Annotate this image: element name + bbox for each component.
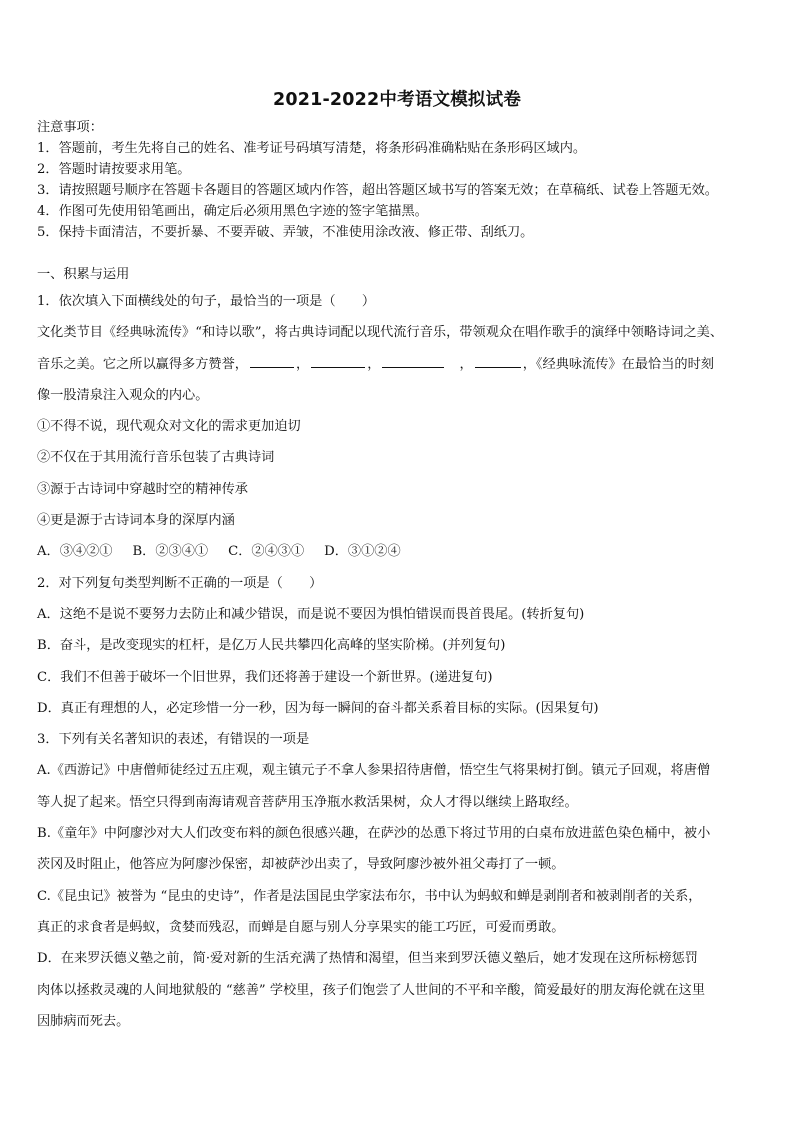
- questions-body: [37, 286, 761, 1037]
- q1-item: ④更是源于古诗词本身的深厚内涵: [37, 513, 235, 529]
- option-b-line[interactable]: 茨冈及时阻止，他答应为阿廖沙保密，却被萨沙出卖了，导致阿廖沙被外祖父毒打了一顿。: [37, 857, 565, 873]
- option-c[interactable]: C．我们不但善于破坏一个旧世界，我们还将善于建设一个新世界。(递进复句): [37, 669, 493, 685]
- q1-passage-line: 像一股清泉注入观众的内心。: [37, 387, 209, 403]
- option-d-line[interactable]: D．在来罗沃德义塾之前，简·爱对新的生活充满了热情和渴望，但当来到罗沃德义塾后，她才发现在这所标榜惩罚: [37, 951, 698, 967]
- note-item: 4．作图可先使用铅笔画出，确定后必须用黑色字迹的签字笔描黑。: [37, 204, 428, 219]
- notes-block: [37, 117, 767, 243]
- q1-passage-text: 音乐之美。它之所以赢得多方赞誉，: [37, 356, 248, 372]
- q1-item: ①不得不说，现代观众对文化的需求更加迫切: [37, 419, 301, 435]
- q1-item: ②不仅在于其用流行音乐包装了古典诗词: [37, 450, 275, 466]
- q1-passage-line: 文化类节目《经典咏流传》“和诗以歌”，将古典诗词配以现代流行音乐，带领观众在唱作歌手的演绎中领略诗词之美、: [37, 325, 724, 341]
- page-title: 2021-2022中考语文模拟试卷: [272, 90, 522, 110]
- option-d-line[interactable]: 肉体以拯救灵魂的人间地狱般的 “慈善” 学校里，孩子们饱尝了人世间的不平和辛酸，简爱最好的朋友海伦就在这里: [37, 982, 706, 998]
- option-a[interactable]: A．这绝不是说不要努力去防止和减少错误，而是说不要因为惧怕错误而畏首畏尾。(转折复句): [37, 606, 585, 622]
- option-c-line[interactable]: C.《昆虫记》被誉为 “昆虫的史诗”，作者是法国昆虫学家法布尔，书中认为蚂蚁和蝉是剥削者和被剥削者的关系，: [37, 888, 702, 904]
- notes-heading: 注意事项：: [37, 120, 103, 135]
- fill-blank-1[interactable]: [250, 353, 294, 368]
- option-d-line[interactable]: 因肺病而死去。: [37, 1013, 130, 1029]
- note-item: 2．答题时请按要求用笔。: [37, 162, 191, 177]
- option-b-line[interactable]: B.《童年》中阿廖沙对大人们改变布料的颜色很感兴趣，在萨沙的怂恿下将过节用的白桌布放进蓝色染色桶中，被小: [37, 826, 711, 842]
- q1-options: [37, 536, 761, 567]
- punct: ，: [446, 356, 473, 372]
- option-c[interactable]: C．②④③①: [228, 544, 305, 560]
- fill-blank-2[interactable]: [311, 353, 365, 368]
- note-item: 5．保持卡面清洁，不要折暴、不要弄破、弄皱，不准使用涂改液、修正带、刮纸刀。: [37, 225, 534, 240]
- q1-stem: 1．依次填入下面横线处的句子，最恰当的一项是（ ）: [37, 294, 376, 309]
- option-a-line[interactable]: A.《西游记》中唐僧师徒经过五庄观，观主镇元子不拿人参果招待唐僧，悟空生气将果树打倒。镇元子回观，将唐僧: [37, 763, 711, 779]
- section-heading: 一、积累与运用: [37, 267, 130, 282]
- option-c-line[interactable]: 真正的求食者是蚂蚁，贪婪而残忍，而蝉是自愿与别人分享果实的能工巧匠，可爱而勇敢。: [37, 919, 565, 935]
- q1-passage-line: [37, 349, 761, 380]
- note-item: 1．答题前，考生先将自己的姓名、准考证号码填写清楚，将条形码准确粘贴在条形码区域内。: [37, 141, 587, 156]
- q1-passage-text: ，《经典咏流传》在最恰当的时刻: [522, 356, 714, 372]
- option-a[interactable]: A．③④②①: [37, 544, 113, 560]
- q3-stem: 3．下列有关名著知识的表述，有错误的一项是: [37, 732, 310, 748]
- option-d[interactable]: D．③①②④: [324, 544, 401, 560]
- fill-blank-4[interactable]: [475, 353, 521, 368]
- q1-item: ③源于古诗词中穿越时空的精神传承: [37, 481, 248, 497]
- punct: ，: [296, 356, 310, 372]
- option-b[interactable]: B．②③④①: [132, 544, 209, 560]
- note-item: 3．请按照题号顺序在答题卡各题目的答题区域内作答，超出答题区域书写的答案无效；在草稿纸、试卷上答题无效。: [37, 183, 718, 198]
- q2-stem: 2．对下列复句类型判断不正确的一项是（ ）: [37, 575, 323, 591]
- option-d[interactable]: D．真正有理想的人，必定珍惜一分一秒，因为每一瞬间的奋斗都关系着目标的实际。(因果复句): [37, 700, 599, 716]
- option-b[interactable]: B．奋斗，是改变现实的杠杆，是亿万人民共攀四化高峰的坚实阶梯。(并列复句): [37, 638, 506, 654]
- punct: ，: [367, 356, 381, 372]
- option-a-line[interactable]: 等人捉了起来。悟空只得到南海请观音菩萨用玉净瓶水救活果树，众人才得以继续上路取经。: [37, 794, 578, 810]
- fill-blank-3[interactable]: [382, 353, 444, 368]
